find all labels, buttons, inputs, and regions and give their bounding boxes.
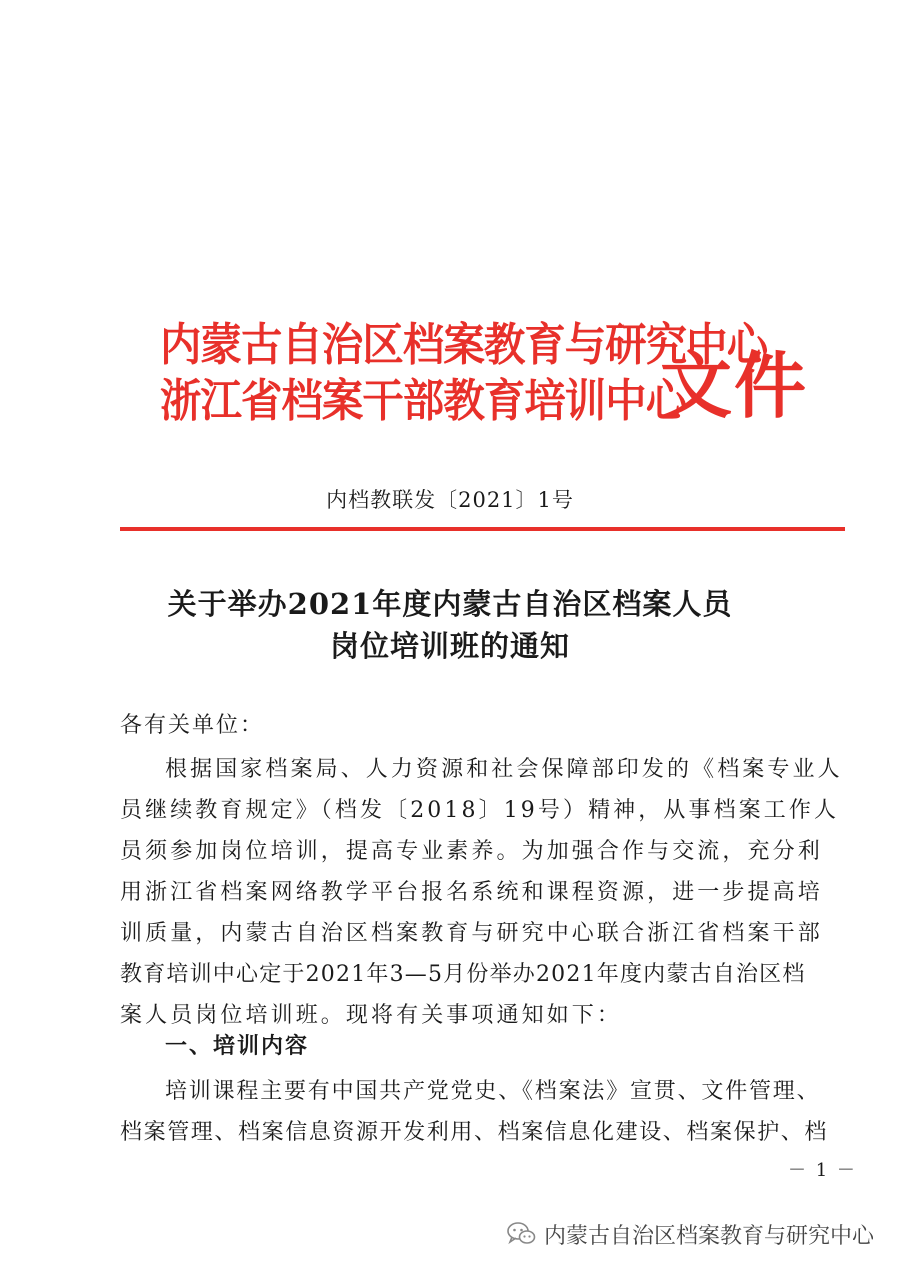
wechat-icon: [506, 1221, 536, 1247]
red-divider-line: [120, 527, 845, 531]
paragraph-1-line: 案人员岗位培训班。现将有关事项通知如下：: [120, 1003, 623, 1028]
watermark-text: 内蒙古自治区档案教育与研究中心: [544, 1223, 875, 1249]
salutation: 各有关单位：: [120, 713, 265, 738]
issuer-name-2: 浙江省档案干部教育培训中心: [160, 374, 687, 427]
paragraph-1-line: 员继续教育规定》（档发〔2018〕19号）精神，从事档案工作人: [120, 798, 840, 823]
issuer-name-1: 内蒙古自治区档案教育与研究中心: [160, 318, 768, 371]
wechat-watermark: [506, 1217, 874, 1251]
document-type-label: 文件: [660, 344, 809, 428]
paragraph-1-line: 员须参加岗位培训，提高专业素养。为加强合作与交流，充分利: [120, 839, 823, 864]
document-header: [160, 300, 809, 440]
section-1-line: 培训课程主要有中国共产党党史、《档案法》宣贯、文件管理、: [165, 1079, 821, 1104]
section-heading: 一、培训内容: [165, 1034, 310, 1059]
document-number: 内档教联发〔2021〕1号: [326, 488, 574, 512]
paragraph-1-line: 训质量，内蒙古自治区档案教育与研究中心联合浙江省档案干部: [120, 921, 823, 946]
document-title-line-2: 岗位培训班的通知: [329, 629, 570, 663]
section-1-line: 档案管理、档案信息资源开发利用、档案信息化建设、档案保护、档: [120, 1120, 829, 1145]
page-number: － 1 －: [788, 1160, 857, 1181]
paragraph-1-line: 用浙江省档案网络教学平台报名系统和课程资源，进一步提高培: [120, 880, 823, 905]
paragraph-1-line: 教育培训中心定于2021年3—5月份举办2021年度内蒙古自治区档: [120, 962, 806, 987]
paragraph-1-line: 根据国家档案局、人力资源和社会保障部印发的《档案专业人: [165, 757, 843, 782]
document-title-line-1: 关于举办2021年度内蒙古自治区档案人员: [167, 587, 733, 621]
